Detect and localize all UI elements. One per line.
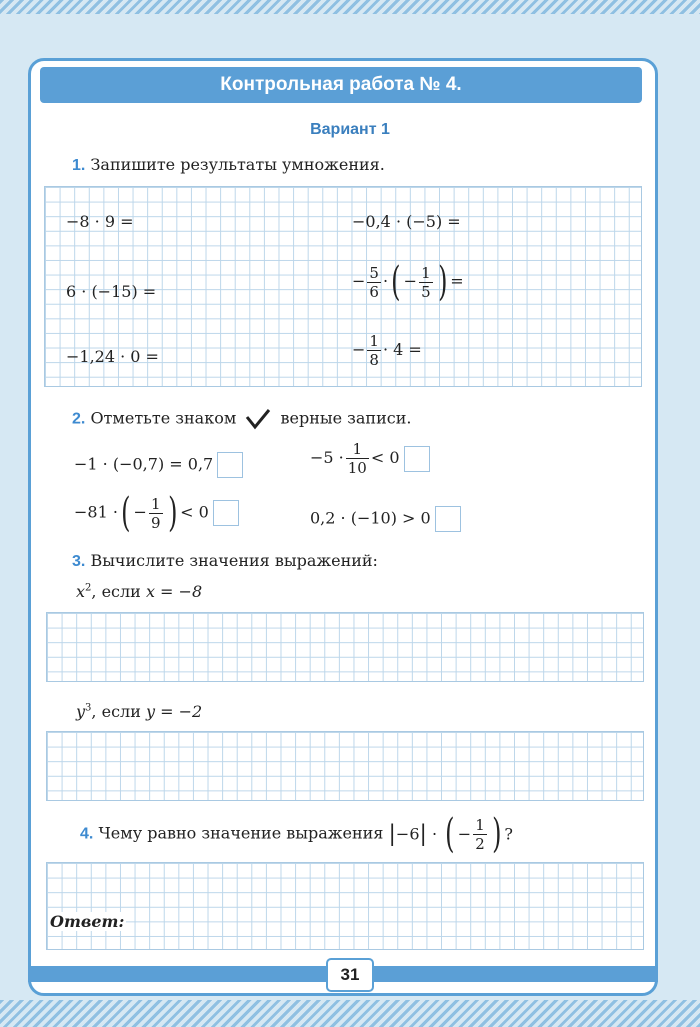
checkbox-2-4[interactable] <box>435 506 461 532</box>
page-number: 31 <box>326 958 374 992</box>
expr-1-5: − $\frac{5}{6}$ ·( − $\frac{1}{5}$ ) = <box>352 259 464 305</box>
question-4-number: 4. <box>80 825 94 843</box>
bottom-stripes <box>0 1000 700 1027</box>
answer-grid-3b[interactable] <box>46 731 644 801</box>
question-2-text-b: верные записи. <box>280 408 412 428</box>
question-3-number: 3. <box>72 553 86 570</box>
fraction: $\frac{1}{5}$ <box>421 263 431 301</box>
fraction: $\frac{1}{9}$ <box>150 494 161 532</box>
expr-3-a: $x^2$, если x = −8 <box>76 582 203 601</box>
question-1-number: 1. <box>72 157 86 174</box>
expr-2-3: −81 ·( − $\frac{1}{9}$ ) < 0 <box>74 493 239 533</box>
checkmark-icon <box>245 408 271 430</box>
fraction: $\frac{5}{6}$ <box>369 263 379 301</box>
expr-1-3: −1,24 · 0 = <box>66 347 159 366</box>
question-3-text: Вычислите значения выражений: <box>90 551 378 570</box>
question-2-text-a: Отметьте знаком <box>90 408 237 428</box>
answer-label: Ответ: <box>50 912 125 931</box>
fraction: $\frac{1}{10}$ <box>347 440 367 477</box>
expr-1-1: −8 · 9 = <box>66 212 134 231</box>
question-2-number: 2. <box>72 410 86 428</box>
answer-grid-4[interactable] <box>46 862 644 950</box>
variant-label: Вариант 1 <box>310 121 390 138</box>
checkbox-2-3[interactable] <box>213 500 239 526</box>
question-4: 4. Чему равно значение выражения |−6| · ( − $\frac{1}{2}$ ) ? <box>80 811 513 857</box>
expr-2-4: 0,2 · (−10) > 0 <box>310 506 461 532</box>
checkbox-2-2[interactable] <box>404 446 430 472</box>
answer-grid-3a[interactable] <box>46 612 644 682</box>
question-3 <box>72 551 378 571</box>
checkbox-2-1[interactable] <box>217 452 243 478</box>
question-1-text: Запишите результаты умножения. <box>90 155 385 174</box>
question-1 <box>72 155 385 175</box>
expr-1-2: 6 · (−15) = <box>66 282 157 301</box>
question-2 <box>72 408 411 430</box>
question-4-text: Чему равно значение выражения <box>98 823 384 843</box>
fraction: $\frac{1}{2}$ <box>475 815 485 853</box>
expr-3-b: $y^3$, если y = −2 <box>76 702 203 721</box>
fraction: $\frac{1}{8}$ <box>369 332 379 369</box>
expr-1-4: −0,4 · (−5) = <box>352 212 461 231</box>
top-stripes <box>0 0 700 14</box>
page-title: Контрольная работа № 4. <box>40 67 642 103</box>
expr-2-2: −5 · $\frac{1}{10}$ < 0 <box>310 440 430 477</box>
expr-2-1: −1 · (−0,7) = 0,7 <box>74 452 243 478</box>
expr-1-6: − $\frac{1}{8}$ · 4 = <box>352 332 422 369</box>
